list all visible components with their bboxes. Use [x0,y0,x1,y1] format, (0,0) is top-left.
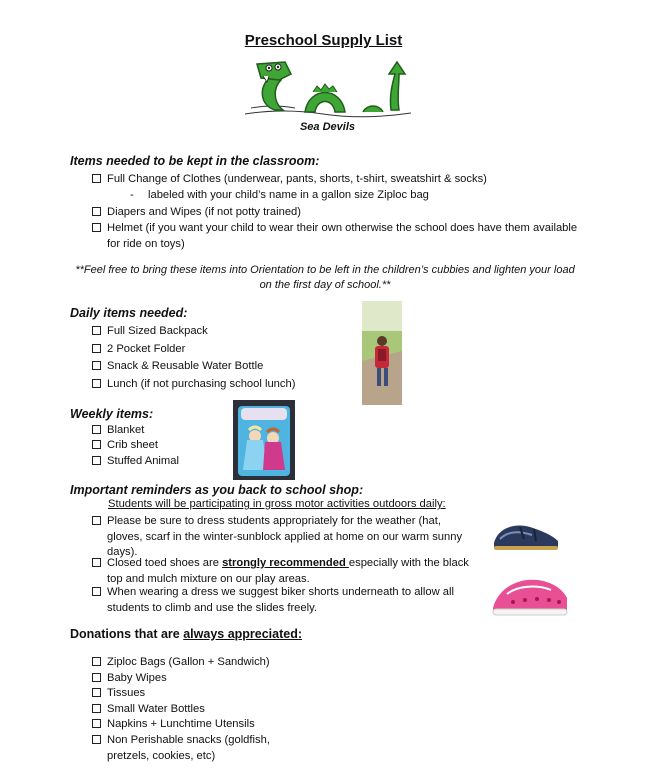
blanket-photo [233,400,295,480]
weekly-item[interactable]: Crib sheet [92,438,158,454]
checkbox[interactable] [92,344,101,353]
donation-item[interactable]: Tissues [92,686,145,702]
reminders-heading: Important reminders as you back to school shop: [70,483,364,497]
checkbox[interactable] [92,735,101,744]
checkbox[interactable] [92,440,101,449]
sea-devil-logo [243,58,413,120]
classroom-item[interactable]: Diapers and Wipes (if not potty trained) [92,205,301,221]
classroom-heading: Items needed to be kept in the classroom: [70,154,320,168]
donations-heading: Donations that are always appreciated: [70,627,303,641]
daily-item[interactable]: Lunch (if not purchasing school lunch) [92,377,295,393]
daily-heading: Daily items needed: [70,306,188,320]
donation-item[interactable]: Small Water Bottles [92,702,205,718]
checkbox[interactable] [92,456,101,465]
donation-item[interactable]: Baby Wipes [92,671,167,687]
checkbox[interactable] [92,207,101,216]
sandal-photo [490,513,562,555]
classroom-item[interactable]: Helmet (if you want your child to wear their own otherwise the school does have them available for ride on toys) [92,221,582,252]
daily-item[interactable]: Full Sized Backpack [92,324,208,340]
weekly-item[interactable]: Blanket [92,423,144,439]
backpack-child-photo [362,301,402,405]
checkbox[interactable] [92,361,101,370]
weekly-heading: Weekly items: [70,407,154,421]
daily-item[interactable]: 2 Pocket Folder [92,342,185,358]
weekly-item[interactable]: Stuffed Animal [92,454,179,470]
checkbox[interactable] [92,587,101,596]
checkbox[interactable] [92,688,101,697]
checkbox[interactable] [92,673,101,682]
checkbox[interactable] [92,657,101,666]
checkbox[interactable] [92,425,101,434]
strongly-recommended-emphasis: strongly recommended [222,557,349,569]
donation-item[interactable]: Ziploc Bags (Gallon + Sandwich) [92,655,270,671]
reminder-item[interactable]: Closed toed shoes are strongly recommended especially with the black top and mulch mixture on our play areas. [92,556,472,587]
reminder-item[interactable]: Please be sure to dress students appropriately for the weather (hat, gloves, scarf in the winter-sunblock applied at home on our warm sunny days). [92,514,470,561]
checkbox[interactable] [92,326,101,335]
checkbox[interactable] [92,174,101,183]
checkbox[interactable] [92,704,101,713]
checkbox[interactable] [92,719,101,728]
team-name: Sea Devils [299,121,356,133]
classroom-item[interactable]: Full Change of Clothes (underwear, pants, shorts, t-shirt, sweatshirt & socks) [92,172,487,188]
checkbox[interactable] [92,379,101,388]
checkbox[interactable] [92,223,101,232]
page-title: Preschool Supply List [244,32,403,49]
reminders-intro: Students will be participating in gross motor activities outdoors daily: [108,498,446,510]
donation-item[interactable]: Non Perishable snacks (goldfish, pretzels, cookies, etc) [92,733,302,764]
donation-item[interactable]: Napkins + Lunchtime Utensils [92,717,255,733]
sneaker-photo [487,566,573,622]
reminder-item[interactable]: When wearing a dress we suggest biker shorts underneath to allow all students to climb and use the slides freely. [92,585,488,616]
orientation-note: **Feel free to bring these items into Orientation to be left in the children’s cubbies and lighten your load on the first day of school.** [75,264,575,291]
classroom-subitem: - labeled with your child’s name in a gallon size Ziploc bag [130,189,429,201]
checkbox[interactable] [92,516,101,525]
checkbox[interactable] [92,558,101,567]
daily-item[interactable]: Snack & Reusable Water Bottle [92,359,263,375]
